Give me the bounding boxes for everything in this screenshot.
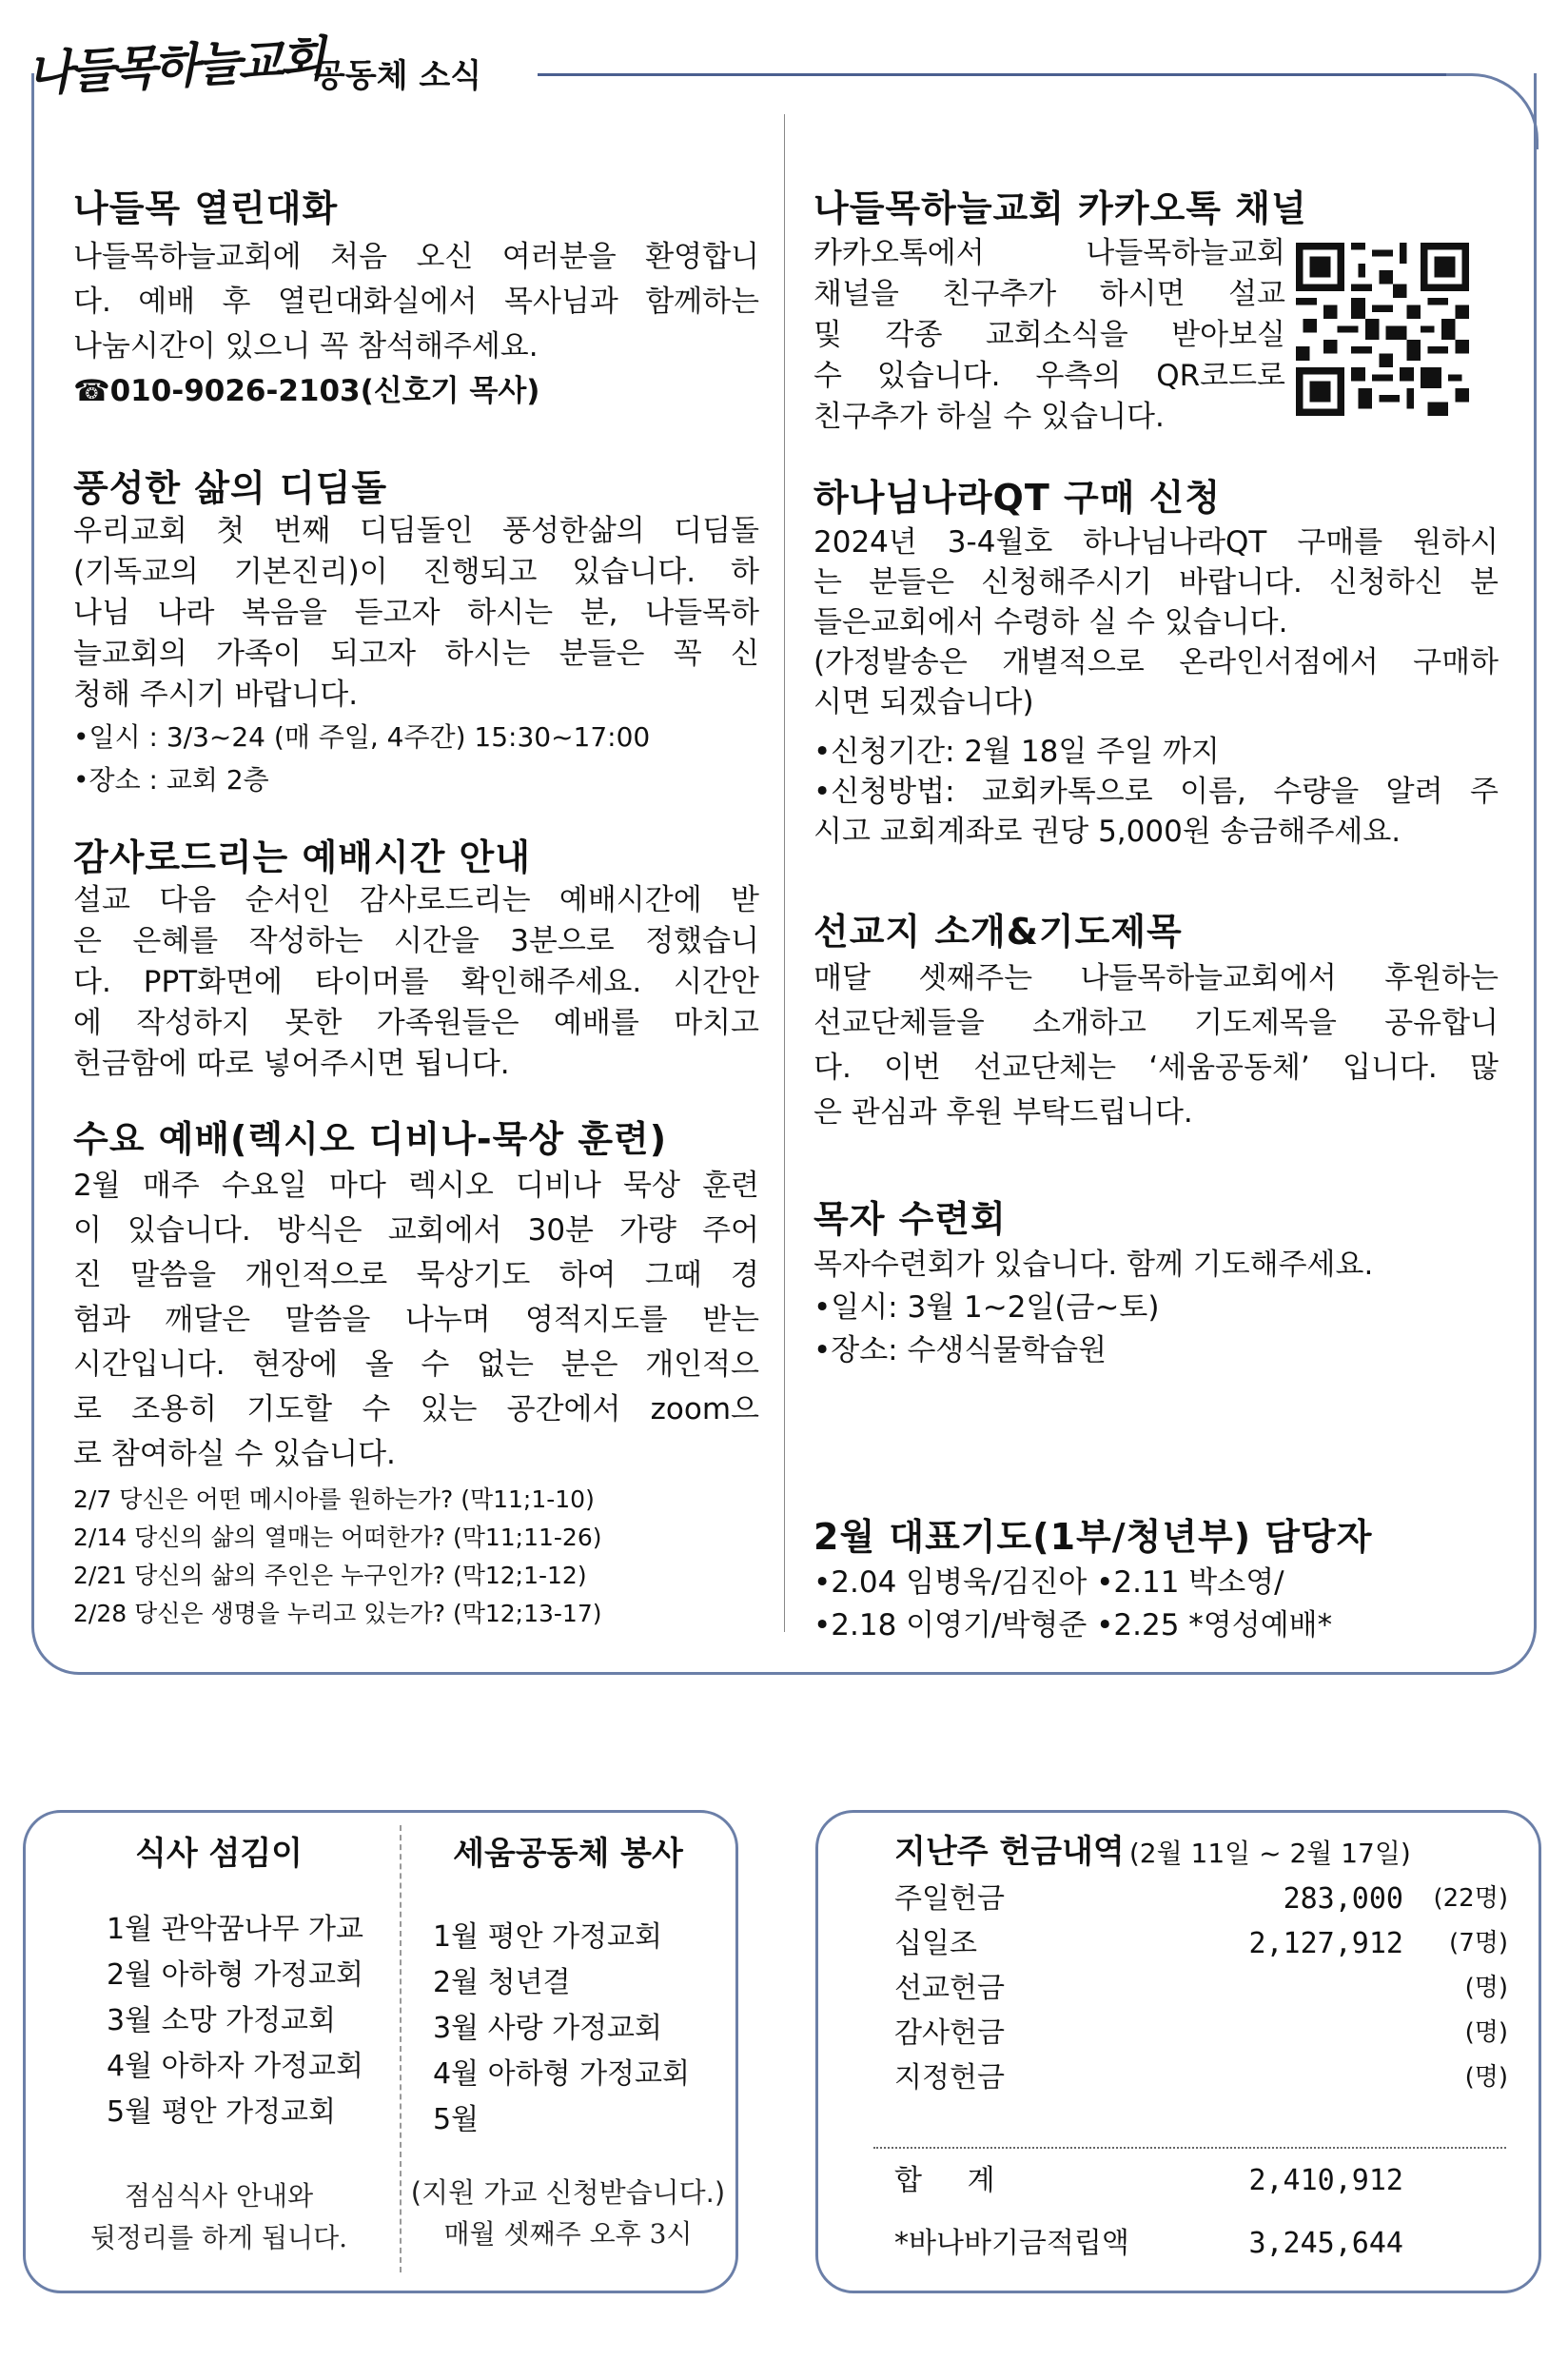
event-date: •일시: 3월 1~2일(금~토)	[813, 1290, 1160, 1325]
section-title: 나들목하늘교회 카카오톡 채널	[813, 187, 1307, 229]
text-line: 은 은혜를 작성하는 시간을 3분으로 정했습니	[73, 924, 759, 958]
service-note	[402, 2172, 735, 2255]
section-title: 목자 수련회	[813, 1198, 1007, 1240]
offering-savings-row	[894, 2221, 1508, 2266]
list-item: 5월	[433, 2103, 480, 2136]
text-line: 다. 이번 선교단체는 ‘세움공동체’ 입니다. 많	[813, 1051, 1499, 1085]
text-line: 수 있습니다. 우측의 QR코드로	[813, 359, 1285, 393]
text-line: 2024년 3-4월호 하나님나라QT 구매를 원하시	[813, 525, 1499, 560]
list-item: 5월 평안 가정교회	[107, 2095, 337, 2129]
text-line: 은 관심과 후원 부탁드립니다.	[813, 1095, 1193, 1130]
order-details	[813, 732, 1499, 852]
text-line: 헌금함에 따로 넣어주시면 됩니다.	[73, 1047, 510, 1081]
event-place: •장소: 수생식물학습원	[813, 1333, 1107, 1367]
text-line: 로 참여하실 수 있습니다.	[73, 1437, 396, 1471]
section-title: 감사로드리는 예배시간 안내	[73, 836, 531, 878]
offering-table	[894, 1877, 1508, 2100]
text-line: 늘교회의 가족이 되고자 하시는 분들은 꼭 신	[73, 637, 759, 671]
text-line: 나들목하늘교회에 처음 오신 여러분을 환영합니	[73, 240, 759, 274]
text-line: 채널을 친구추가 하시면 설교	[813, 277, 1285, 311]
section-stepping-stone	[73, 459, 759, 801]
service-title: 세움공동체 봉사	[453, 1835, 683, 1873]
schedule-item: 2/7 당신은 어떤 메시아를 원하는가? (막11;1-10)	[73, 1485, 595, 1513]
section-title: 하나님나라QT 구매 신청	[813, 477, 1222, 519]
section-title: 2월 대표기도(1부/청년부) 담당자	[813, 1516, 1373, 1558]
list-item: 1월 관악꿈나무 가교	[107, 1913, 363, 1946]
text-line: 이 있습니다. 방식은 교회에서 30분 가량 주어	[73, 1213, 759, 1248]
text-line: 우리교회 첫 번째 디딤돌인 풍성한삶의 디딤돌	[73, 514, 759, 548]
schedule-item: 2/28 당신은 생명을 누리고 있는가? (막12;13-17)	[73, 1600, 602, 1627]
text-line: 및 각종 교회소식을 받아보실	[813, 318, 1285, 352]
prayer-row: •2.04 임병욱/김진아 •2.11 박소영/	[813, 1565, 1284, 1600]
text-line: 나님 나라 복음을 듣고자 하시는 분, 나들목하	[73, 596, 759, 630]
church-logo: 나들목하늘교회	[25, 30, 323, 103]
section-body	[73, 1164, 759, 1477]
text-line: 카카오톡에서 나들목하늘교회	[813, 236, 1285, 270]
row-label: 선교헌금	[894, 1972, 1005, 2005]
meal-title: 식사 섬김이	[134, 1835, 304, 1873]
total-amount: 2,410,912	[1248, 2164, 1403, 2197]
page-title: 공동체 소식	[314, 57, 482, 95]
list-item: 1월 평안 가정교회	[433, 1920, 663, 1954]
text-line: 들은교회에서 수령하 실 수 있습니다.	[813, 605, 1288, 639]
row-count: (명)	[1464, 1974, 1508, 2002]
qr-code-icon[interactable]	[1296, 243, 1469, 416]
row-amount: 283,000	[1283, 1882, 1403, 1916]
text-line: 진 말씀을 개인적으로 묵상기도 하여 그때 경	[73, 1258, 759, 1292]
offering-title: 지난주 헌금내역	[894, 1833, 1125, 1871]
section-body	[73, 880, 759, 1085]
section-thanks-worship	[73, 828, 759, 1085]
savings-amount: 3,245,644	[1248, 2227, 1403, 2260]
text-line: (기독교의 기본진리)이 진행되고 있습니다. 하	[73, 555, 759, 589]
note-line: 점심식사 안내와	[124, 2180, 314, 2212]
row-label: 감사헌금	[894, 2016, 1005, 2050]
row-count: (명)	[1464, 2063, 1508, 2092]
section-body	[813, 233, 1285, 438]
section-body	[813, 956, 1499, 1135]
list-item: 3월 사랑 가정교회	[433, 2012, 663, 2045]
text-line: 로 조용히 기도할 수 있는 공간에서 zoom으	[73, 1392, 759, 1426]
table-row	[894, 1921, 1508, 1966]
order-method: 시고 교회계좌로 권당 5,000원 송금해주세요.	[813, 815, 1401, 849]
text-line: 는 분들은 신청해주시기 바랍니다. 신청하신 분	[813, 565, 1499, 600]
meal-list	[107, 1907, 363, 2135]
text-line: 친구추가 하실 수 있습니다.	[813, 400, 1165, 434]
list-item: 2월 청년결	[433, 1966, 571, 1999]
list-item: 3월 소망 가정교회	[107, 2004, 337, 2037]
order-method: •신청방법: 교회카톡으로 이름, 수량을 알려 주	[813, 775, 1499, 809]
note-line: (지원 가교 신청받습니다.)	[410, 2176, 726, 2209]
note-line: 매월 셋째주 오후 3시	[443, 2218, 693, 2250]
row-count: (7명)	[1449, 1929, 1508, 1957]
section-open-talk	[73, 179, 759, 413]
event-date: •일시 : 3/3~24 (매 주일, 4주간) 15:30~17:00	[73, 721, 651, 753]
table-row	[894, 2055, 1508, 2100]
list-item: 4월 아하자 가정교회	[107, 2050, 363, 2083]
row-count: (명)	[1464, 2018, 1508, 2047]
offering-total-row	[894, 2158, 1508, 2203]
section-body	[73, 511, 759, 716]
service-list	[433, 1915, 690, 2143]
table-row	[894, 1877, 1508, 1921]
savings-label: *바나바기금적립액	[894, 2227, 1129, 2260]
schedule-item: 2/14 당신의 삶의 열매는 어떠한가? (막11;11-26)	[73, 1524, 602, 1551]
section-mission	[813, 902, 1499, 1135]
text-line: 설교 다음 순서인 감사로드리는 예배시간에 받	[73, 883, 759, 917]
prayer-row: •2.18 이영기/박형준 •2.25 *영성예배*	[813, 1608, 1333, 1642]
text-line: 에 작성하지 못한 가족원들은 예배를 마치고	[73, 1006, 759, 1040]
note-line: 뒷정리를 하게 됩니다.	[89, 2222, 348, 2253]
text-line: 다. 예배 후 열린대화실에서 목사님과 함께하는	[73, 285, 759, 319]
meal-note	[38, 2175, 400, 2259]
row-amount: 2,127,912	[1248, 1927, 1403, 1960]
table-row	[894, 1966, 1508, 2011]
list-item: 4월 아하형 가정교회	[433, 2057, 690, 2091]
text-line: 시간입니다. 현장에 올 수 없는 분은 개인적으	[73, 1347, 759, 1382]
row-label: 지정헌금	[894, 2061, 1005, 2094]
row-count: (22명)	[1433, 1884, 1508, 1913]
section-body	[813, 522, 1499, 722]
text-line: 선교단체들을 소개하고 기도제목을 공유합니	[813, 1006, 1499, 1040]
section-body	[73, 235, 759, 369]
text-line: 매달 셋째주는 나들목하늘교회에서 후원하는	[813, 961, 1499, 995]
offering-header	[894, 1825, 1411, 1872]
table-row	[894, 2011, 1508, 2055]
section-prayer-leaders	[813, 1507, 1499, 1647]
section-title: 풍성한 삶의 디딤돌	[73, 467, 388, 509]
section-body: 목자수련회가 있습니다. 함께 기도해주세요.	[813, 1248, 1374, 1282]
section-wednesday-worship	[73, 1110, 759, 1633]
row-label: 주일헌금	[894, 1882, 1005, 1916]
section-qt-order	[813, 468, 1499, 852]
schedule-list	[73, 1481, 759, 1633]
section-leader-retreat	[813, 1190, 1499, 1372]
text-line: 나눔시간이 있으니 꼭 참석해주세요.	[73, 329, 539, 364]
text-line: (가정발송은 개별적으로 온라인서점에서 구매하	[813, 645, 1499, 679]
list-item: 2월 아하형 가정교회	[107, 1958, 363, 1992]
column-divider	[784, 114, 785, 1632]
row-label: 십일조	[894, 1927, 977, 1960]
offering-divider	[873, 2147, 1506, 2149]
text-line: 2월 매주 수요일 마다 렉시오 디비나 묵상 훈련	[73, 1169, 759, 1203]
offering-period: (2월 11일 ~ 2월 17일)	[1128, 1838, 1411, 1869]
order-period: •신청기간: 2월 18일 주일 까지	[813, 735, 1220, 769]
section-title: 선교지 소개&기도제목	[813, 911, 1183, 953]
event-place: •장소 : 교회 2층	[73, 764, 269, 796]
text-line: 다. PPT화면에 타이머를 확인해주세요. 시간안	[73, 965, 759, 999]
text-line: 험과 깨달은 말씀을 나누며 영적지도를 받는	[73, 1303, 759, 1337]
text-line: 청해 주시기 바랍니다.	[73, 678, 359, 712]
text-line: 시면 되겠습니다)	[813, 685, 1034, 719]
section-title: 수요 예배(렉시오 디비나-묵상 훈련)	[73, 1118, 668, 1160]
contact-phone: ☎010-9026-2103(신호기 목사)	[73, 374, 540, 408]
schedule-item: 2/21 당신의 삶의 주인은 누구인가? (막12;1-12)	[73, 1562, 587, 1589]
total-label: 합 계	[894, 2164, 995, 2197]
section-title: 나들목 열린대화	[73, 187, 339, 229]
